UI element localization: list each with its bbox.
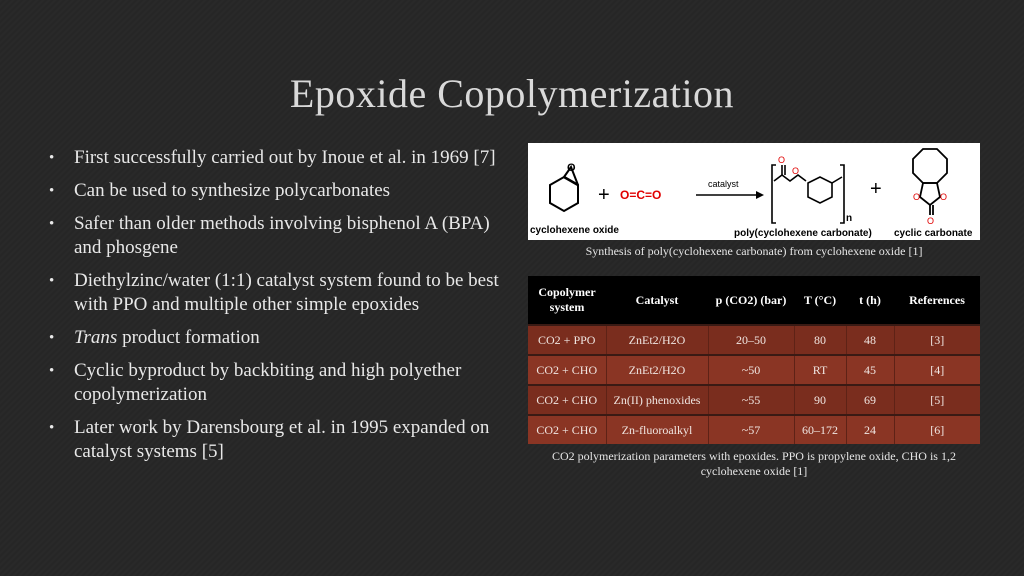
table-caption: CO2 polymerization parameters with epoxides. PPO is propylene oxide, CHO is 1,2 cyclohexene oxide [1] xyxy=(552,449,956,478)
polymer-oxygen-label: O xyxy=(778,155,786,165)
table-cell: [4] xyxy=(894,355,980,385)
table-row xyxy=(528,325,980,355)
bullet-icon: • xyxy=(49,150,55,166)
table-cell: Zn(II) phenoxides xyxy=(606,385,708,415)
plus-sign: + xyxy=(870,178,882,200)
parameters-table xyxy=(528,276,980,444)
table-row xyxy=(528,385,980,415)
carbonate-oxygen-label: O xyxy=(940,192,948,202)
table-cell: 80 xyxy=(794,325,846,355)
table-cell: 20–50 xyxy=(708,325,794,355)
table-cell: 69 xyxy=(846,385,894,415)
table-cell: 24 xyxy=(846,415,894,444)
table-cell: [3] xyxy=(894,325,980,355)
repeat-unit-label: n xyxy=(846,213,853,224)
table-row xyxy=(528,415,980,444)
bullet-icon: • xyxy=(49,420,55,436)
bullet-item: • Later work by Darensbourg et al. in 1995 expanded on catalyst systems [5] xyxy=(49,417,490,462)
column-header: References xyxy=(894,276,980,325)
polymer-oxygen-label: O xyxy=(792,166,800,176)
reaction-scheme-svg xyxy=(528,143,980,240)
catalyst-label: catalyst xyxy=(708,179,739,189)
table-cell: 90 xyxy=(794,385,846,415)
table-header-row xyxy=(528,276,980,325)
table-cell: 60–172 xyxy=(794,415,846,444)
table-cell: [6] xyxy=(894,415,980,444)
table-cell: ZnEt2/H2O xyxy=(606,355,708,385)
bullet-icon: • xyxy=(49,273,55,289)
bullet-item: • Safer than older methods involving bisphenol A (BPA) and phosgene xyxy=(49,213,490,258)
table-cell: Zn-fluoroalkyl xyxy=(606,415,708,444)
table-cell: CO2 + CHO xyxy=(528,355,606,385)
column-header: t (h) xyxy=(846,276,894,325)
table-cell: RT xyxy=(794,355,846,385)
table-cell: CO2 + CHO xyxy=(528,385,606,415)
table-cell: ~57 xyxy=(708,415,794,444)
table-cell: ZnEt2/H2O xyxy=(606,325,708,355)
bullet-icon: • xyxy=(49,330,55,346)
bullet-icon: • xyxy=(49,216,55,232)
column-header: Copolymer system xyxy=(528,276,606,325)
table-cell: CO2 + CHO xyxy=(528,415,606,444)
bullet-item: • Can be used to synthesize polycarbonates xyxy=(49,180,391,201)
scheme-caption: Synthesis of poly(cyclohexene carbonate) from cyclohexene oxide [1] xyxy=(585,244,923,258)
cyclic-carbonate-structure xyxy=(913,149,947,215)
reaction-arrow-icon xyxy=(696,191,764,199)
product1-label: poly(cyclohexene carbonate) xyxy=(734,228,872,239)
bullet-icon: • xyxy=(49,363,55,379)
reaction-scheme-image xyxy=(528,143,980,240)
table-cell: 45 xyxy=(846,355,894,385)
slide-title: Epoxide Copolymerization xyxy=(289,71,735,116)
table-cell: [5] xyxy=(894,385,980,415)
table-cell: 48 xyxy=(846,325,894,355)
co2-formula: O=C=O xyxy=(620,188,662,202)
bullet-icon: • xyxy=(49,183,55,199)
bullet-item: • Diethylzinc/water (1:1) catalyst system found to be best with PPO and multiple other simple epoxides xyxy=(49,270,499,315)
bullet-item: • First successfully carried out by Inoue et al. in 1969 [7] xyxy=(49,147,496,168)
epoxide-oxygen-label: O xyxy=(567,162,576,174)
table-row xyxy=(528,355,980,385)
carbonate-oxygen-label: O xyxy=(913,192,921,202)
polymer-structure xyxy=(772,165,844,223)
bullet-item: • Trans product formation xyxy=(49,327,260,348)
reactant1-label: cyclohexene oxide xyxy=(530,225,619,236)
product2-label: cyclic carbonate xyxy=(894,228,973,239)
bullet-list xyxy=(44,146,504,473)
column-header: Catalyst xyxy=(606,276,708,325)
carbonate-oxygen-label: O xyxy=(927,216,935,226)
table-cell: ~50 xyxy=(708,355,794,385)
table-cell: ~55 xyxy=(708,385,794,415)
table-cell: CO2 + PPO xyxy=(528,325,606,355)
plus-sign: + xyxy=(598,184,610,206)
column-header: p (CO2) (bar) xyxy=(708,276,794,325)
column-header: T (°C) xyxy=(794,276,846,325)
bullet-item: • Cyclic byproduct by backbiting and high polyether copolymerization xyxy=(49,360,462,405)
